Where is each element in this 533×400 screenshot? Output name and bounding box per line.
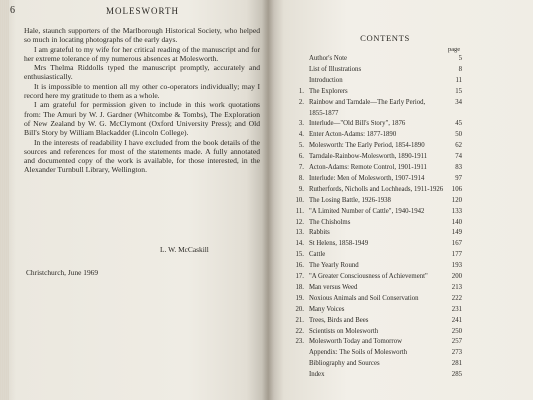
contents-entry	[0, 272, 533, 281]
chapter-page: 74	[455, 153, 462, 161]
chapter-page: 34	[455, 98, 462, 106]
contents-entry	[0, 239, 533, 248]
chapter-page: 120	[451, 196, 462, 204]
chapter-title: Rabbits	[309, 229, 330, 237]
chapter-title: Cattle	[309, 251, 326, 259]
chapter-title: Noxious Animals and Soil Conservation	[309, 294, 419, 302]
chapter-page: 285	[451, 371, 462, 379]
contents-entry	[0, 98, 533, 107]
chapter-title: Enter Acton-Adams: 1877-1890	[309, 131, 397, 139]
chapter-title: Rutherfords, Nicholls and Lochheads, 1911-1926	[309, 185, 444, 193]
contents-entry	[0, 250, 533, 259]
contents-entry	[0, 283, 533, 292]
chapter-number: 23.	[295, 338, 304, 346]
page-column-label: page	[448, 46, 461, 53]
contents-entry	[0, 207, 533, 216]
chapter-page: 149	[451, 229, 462, 237]
contents-entry	[0, 294, 533, 303]
chapter-page: 62	[455, 142, 462, 150]
chapter-page: 97	[455, 174, 462, 182]
chapter-title: Acton-Adams: Remote Control, 1901-1911	[309, 164, 427, 171]
chapter-page: 257	[451, 338, 462, 346]
chapter-number: 2.	[298, 98, 304, 106]
chapter-number: 22.	[295, 327, 304, 335]
chapter-title: Appendix: The Soils of Molesworth	[309, 349, 408, 357]
chapter-page: 45	[455, 120, 462, 128]
chapter-title: The Yearly Round	[309, 262, 359, 270]
chapter-page: 140	[451, 218, 462, 226]
chapter-title: Molesworth: The Early Period, 1854-1890	[309, 142, 425, 150]
contents-entry	[0, 130, 533, 139]
chapter-number: 16.	[295, 262, 304, 270]
chapter-page: 83	[455, 164, 462, 171]
contents-entry	[0, 141, 533, 150]
contents-entry	[0, 228, 533, 237]
contents-entry	[0, 359, 533, 368]
chapter-number: 10.	[295, 196, 304, 204]
chapter-page: 273	[451, 349, 462, 357]
chapter-title: Tarndale-Rainbow-Molesworth, 1890-1911	[309, 153, 428, 161]
chapter-page: 241	[451, 316, 462, 324]
contents-entry	[0, 54, 533, 63]
author-signature: L. W. McCaskill	[160, 245, 209, 254]
chapter-page: 193	[451, 262, 462, 270]
chapter-number: 17.	[295, 273, 304, 280]
chapter-title: Trees, Birds and Bees	[309, 316, 369, 324]
contents-heading: CONTENTS	[360, 33, 410, 43]
contents-entry	[0, 305, 533, 314]
chapter-page: 133	[451, 207, 462, 215]
chapter-title: "A Greater Consciousness of Achievement"	[309, 273, 428, 280]
paragraph: Mrs Thelma Riddolls typed the manuscript promptly, accurately and enthusiastically.	[24, 63, 260, 82]
chapter-number: 4.	[298, 131, 304, 139]
chapter-title: The Losing Battle, 1926-1938	[309, 196, 391, 204]
contents-entry	[0, 152, 533, 161]
chapter-number: 20.	[295, 305, 304, 313]
chapter-title: Interlude—"Old Bill's Story", 1876	[309, 120, 406, 128]
chapter-title: Bibliography and Sources	[309, 360, 380, 368]
contents-entry	[0, 119, 533, 128]
contents-entry	[0, 76, 533, 85]
contents-entry	[0, 337, 533, 346]
paragraph: Hale, staunch supporters of the Marlborough Historical Society, who helped so much in locating photographs of the early days.	[24, 26, 260, 45]
chapter-title: Man versus Weed	[309, 283, 358, 291]
chapter-page: 5	[458, 55, 462, 62]
paragraph: I am grateful to my wife for her critical reading of the manuscript and for her extreme tolerance of my numerous absences at Molesworth.	[24, 44, 260, 63]
chapter-page: 281	[451, 360, 462, 368]
chapter-page: 8	[458, 65, 462, 73]
chapter-number: 7.	[298, 164, 304, 171]
chapter-number: 11.	[295, 207, 304, 215]
contents-entry	[0, 327, 533, 336]
chapter-title: List of Illustrations	[309, 65, 362, 73]
chapter-number: 21.	[295, 316, 304, 324]
chapter-page: 200	[451, 273, 462, 280]
running-head-title: MOLESWORTH	[106, 6, 179, 16]
chapter-number: 19.	[295, 294, 304, 302]
chapter-page: 213	[451, 283, 462, 291]
chapter-title: Interlude: Men of Molesworth, 1907-1914	[309, 174, 425, 182]
chapter-number: 5.	[298, 142, 304, 150]
chapter-page: 11	[455, 76, 462, 84]
chapter-title: Rainbow and Tarndale—The Early Period,	[309, 98, 426, 106]
chapter-title: Introduction	[309, 76, 343, 84]
chapter-page: 177	[451, 251, 462, 259]
chapter-title: Author's Note	[309, 55, 348, 62]
chapter-number: 6.	[298, 153, 304, 161]
paragraph: It is impossible to mention all my other co-operators individually; may I record here my gratitude to them as a whole.	[24, 81, 260, 101]
page-number: 6	[10, 5, 15, 16]
contents-entry	[0, 348, 533, 357]
chapter-title: The Chisholms	[309, 218, 351, 226]
chapter-page: 106	[451, 185, 462, 193]
paragraph: I am grateful for permission given to include in this work quotations from: The Amuri by W. J. Gardner (Whitcombe & Tombs), The Exploration of New Zealand by W. G. McClymont (Oxford University Press); and Old Bill's Story by William Blackadder (Lincoln College).	[24, 100, 260, 138]
chapter-title: Many Voices	[309, 305, 345, 313]
chapter-page: 167	[451, 240, 462, 248]
contents-entry	[0, 316, 533, 325]
chapter-title: Molesworth Today and Tomorrow	[309, 338, 402, 346]
chapter-number: 1.	[298, 87, 304, 95]
chapter-number: 15.	[295, 251, 304, 259]
chapter-page: 231	[451, 305, 462, 313]
contents-entry	[0, 163, 533, 172]
contents-entry	[0, 174, 533, 183]
contents-entry	[0, 185, 533, 194]
contents-entry	[0, 65, 533, 74]
chapter-title: Index	[309, 371, 325, 379]
chapter-number: 8.	[298, 174, 304, 182]
chapter-title: "A Limited Number of Cattle", 1940-1942	[309, 207, 425, 215]
chapter-page: 250	[451, 327, 462, 335]
paragraph: In the interests of readability I have excluded from the book details of the sources and references for most of the statements made. A fully annotated and documented copy of the work is available, for those interested, in the Alexander Turnbull Library, Wellington.	[24, 137, 260, 175]
chapter-page: 50	[455, 131, 462, 139]
contents-entry	[0, 370, 533, 379]
chapter-number: 18.	[295, 283, 304, 291]
chapter-number: 12.	[295, 218, 304, 226]
contents-entry	[0, 218, 533, 227]
contents-entry	[0, 261, 533, 270]
contents-entry	[0, 196, 533, 205]
chapter-number: 9.	[298, 185, 304, 193]
chapter-number: 14.	[295, 240, 304, 248]
contents-entry	[0, 109, 533, 118]
chapter-page: 15	[455, 87, 462, 95]
chapter-page: 222	[451, 294, 462, 302]
place-date: Christchurch, June 1969	[26, 268, 99, 277]
chapter-title: St Helens, 1858-1949	[309, 240, 369, 248]
chapter-title: Scientists on Molesworth	[309, 327, 379, 335]
chapter-title: 1855-1877	[309, 109, 339, 117]
chapter-number: 3.	[298, 120, 304, 128]
chapter-title: The Explorers	[309, 87, 348, 95]
chapter-number: 13.	[295, 229, 304, 237]
contents-entry	[0, 87, 533, 96]
